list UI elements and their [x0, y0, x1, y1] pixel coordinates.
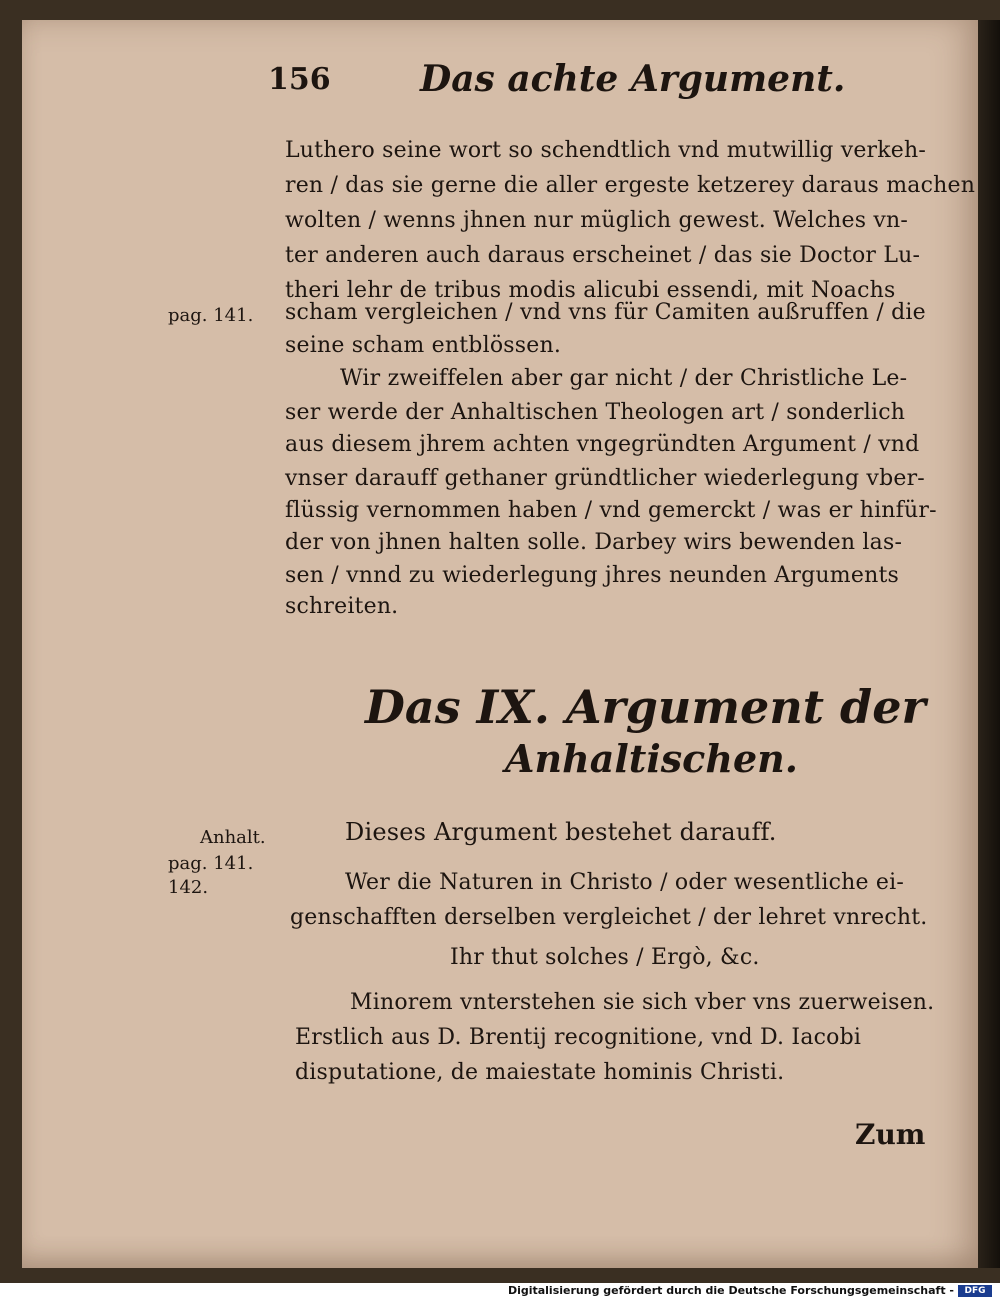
body-line: Wir zweiffelen aber gar nicht / der Christliche Le-: [340, 366, 908, 391]
body-line: vnser darauff gethaner gründtlicher wiederlegung vber-: [285, 466, 925, 491]
page-edge-shadow: [978, 20, 1000, 1268]
catchword: Zum: [855, 1118, 926, 1151]
body-line: schreiten.: [285, 594, 399, 619]
body-line: Luthero seine wort so schendtlich vnd mutwillig verkeh-: [285, 138, 927, 163]
section-body-line: disputatione, de maiestate hominis Christi.: [295, 1060, 785, 1085]
body-line: seine scham entblössen.: [285, 333, 562, 358]
section-title-line2: Anhaltischen.: [505, 736, 798, 781]
body-line: wolten / wenns jhnen nur müglich gewest. Welches vn-: [285, 208, 909, 233]
margin-note-page-ref: 142.: [168, 877, 209, 898]
body-line: ren / das sie gerne die aller ergeste ketzerey daraus machen: [285, 173, 976, 198]
body-line: der von jhnen halten solle. Darbey wirs bewenden las-: [285, 530, 903, 555]
section-body-line: Erstlich aus D. Brentij recognitione, vnd D. Iacobi: [295, 1025, 862, 1050]
section-body-line: Dieses Argument bestehet darauff.: [345, 818, 777, 846]
page-number: 156: [268, 62, 331, 97]
margin-note-page-ref: pag. 141.: [168, 305, 254, 326]
margin-note-anhalt: Anhalt.: [200, 827, 266, 848]
section-title-line1: Das IX. Argument der: [365, 680, 926, 734]
section-body-line: Ihr thut solches / Ergò, &c.: [450, 945, 760, 970]
body-line: aus diesem jhrem achten vngegründten Argument / vnd: [285, 432, 920, 457]
body-line: sen / vnnd zu wiederlegung jhres neunden Arguments: [285, 563, 899, 588]
running-title: Das achte Argument.: [420, 58, 846, 100]
body-line: ser werde der Anhaltischen Theologen art / sonderlich: [285, 400, 906, 425]
margin-note-page-ref: pag. 141.: [168, 853, 254, 874]
body-line: theri lehr de tribus modis alicubi essendi, mit Noachs: [285, 278, 896, 303]
footer-credit: Digitalisierung gefördert durch die Deutsche Forschungsgemeinschaft -: [507, 1284, 954, 1297]
section-body-line: Minorem vnterstehen sie sich vber vns zuerweisen.: [350, 990, 935, 1015]
body-line: flüssig vernommen haben / vnd gemerckt / was er hinfür-: [285, 498, 937, 523]
body-line: ter anderen auch daraus erscheinet / das sie Doctor Lu-: [285, 243, 921, 268]
dfg-logo-icon: DFG: [958, 1285, 992, 1297]
section-body-line: genschafften derselben vergleichet / der lehret vnrecht.: [290, 905, 928, 930]
body-line: scham vergleichen / vnd vns für Camiten außruffen / die: [285, 300, 926, 325]
section-body-line: Wer die Naturen in Christo / oder wesentliche ei-: [345, 870, 904, 895]
